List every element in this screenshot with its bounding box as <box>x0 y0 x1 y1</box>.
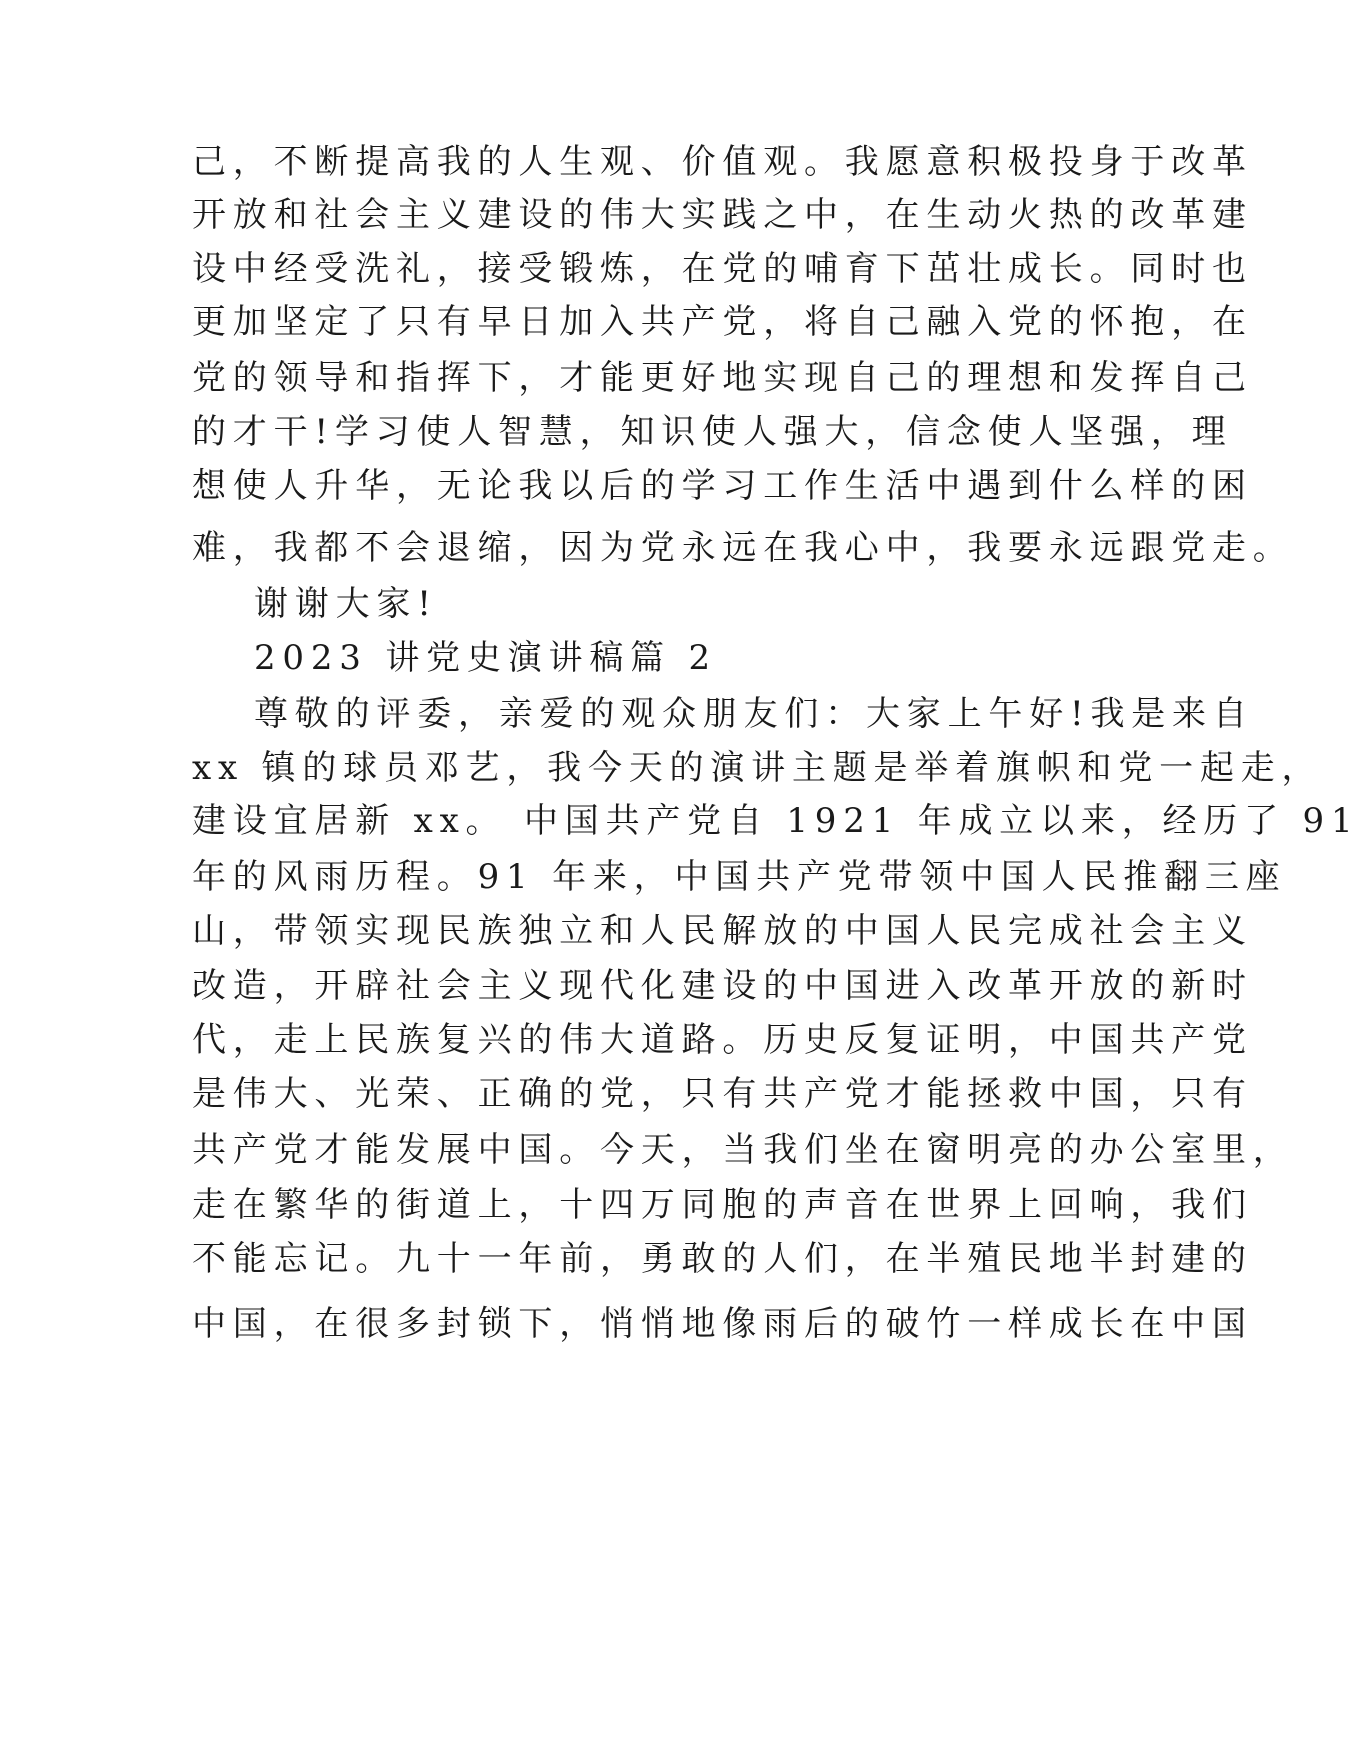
body-text-line: 走在繁华的街道上，十四万同胞的声音在世界上回响，我们 <box>192 1185 1253 1225</box>
body-text-line: 设中经受洗礼，接受锻炼，在党的哺育下茁壮成长。同时也 <box>192 249 1253 289</box>
body-text-line: 开放和社会主义建设的伟大实践之中，在生动火热的改革建 <box>192 195 1253 235</box>
body-text-line: 难，我都不会退缩，因为党永远在我心中，我要永远跟党走。 <box>192 528 1294 568</box>
closing-thanks: 谢谢大家! <box>254 584 438 624</box>
body-text-line: 党的领导和指挥下，才能更好地实现自己的理想和发挥自己 <box>192 358 1253 398</box>
body-text-line: 己，不断提高我的人生观、价值观。我愿意积极投身于改革 <box>192 142 1253 182</box>
body-text-line: 代，走上民族复兴的伟大道路。历史反复证明，中国共产党 <box>192 1020 1253 1060</box>
body-text-line: 的才干!学习使人智慧，知识使人强大，信念使人坚强，理 <box>192 412 1233 452</box>
body-text-line: 山，带领实现民族独立和人民解放的中国人民完成社会主义 <box>192 911 1253 951</box>
body-text-line: 尊敬的评委，亲爱的观众朋友们：大家上午好!我是来自 <box>254 694 1254 734</box>
body-text-line: 中国，在很多封锁下，悄悄地像雨后的破竹一样成长在中国 <box>192 1304 1253 1344</box>
body-text-line: 改造，开辟社会主义现代化建设的中国进入改革开放的新时 <box>192 966 1253 1006</box>
body-text-line: 年的风雨历程。91 年来，中国共产党带领中国人民推翻三座 <box>192 857 1287 897</box>
body-text-line: 建设宜居新 xx。 中国共产党自 1921 年成立以来，经历了 91 <box>192 801 1359 841</box>
body-text-line: 是伟大、光荣、正确的党，只有共产党才能拯救中国，只有 <box>192 1074 1253 1114</box>
body-text-line: 共产党才能发展中国。今天，当我们坐在窗明亮的办公室里， <box>192 1130 1294 1170</box>
body-text-line: 想使人升华，无论我以后的学习工作生活中遇到什么样的困 <box>192 466 1253 506</box>
body-text-line: xx 镇的球员邓艺，我今天的演讲主题是举着旗帜和党一起走， <box>192 748 1323 788</box>
body-text-line: 不能忘记。九十一年前，勇敢的人们，在半殖民地半封建的 <box>192 1239 1253 1279</box>
body-text-line: 更加坚定了只有早日加入共产党，将自己融入党的怀抱，在 <box>192 302 1253 342</box>
section-heading: 2023 讲党史演讲稿篇 2 <box>254 638 717 678</box>
